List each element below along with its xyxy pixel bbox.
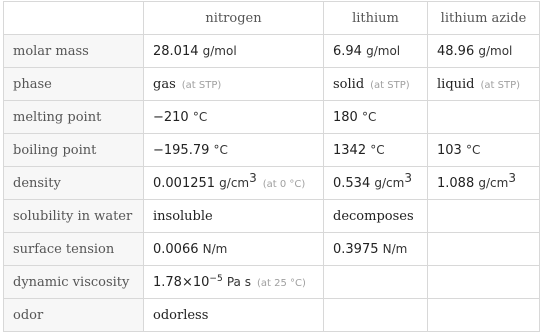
- table-row: [4, 101, 540, 134]
- table-row: [4, 233, 540, 266]
- table-row: [4, 68, 540, 101]
- row-label-melting-point: melting point: [4, 101, 144, 134]
- cell-lithium-density: 0.534 $g/cm^3$: [324, 167, 428, 200]
- cell-nitrogen-solubility: insoluble: [144, 200, 324, 233]
- cell-nitrogen-boiling-point: −195.79 °C: [144, 134, 324, 167]
- row-label-surface-tension: surface tension: [4, 233, 144, 266]
- table-row: [4, 134, 540, 167]
- table-row: [4, 266, 540, 299]
- row-label-boiling-point: boiling point: [4, 134, 144, 167]
- row-label-dynamic-viscosity: dynamic viscosity: [4, 266, 144, 299]
- cell-lithium-azide-solubility: [428, 200, 540, 233]
- table-row: [4, 35, 540, 68]
- cell-lithium-azide-boiling-point: 103 °C: [428, 134, 540, 167]
- row-label-solubility: solubility in water: [4, 200, 144, 233]
- cell-nitrogen-odor: odorless: [144, 299, 324, 332]
- cell-lithium-azide-density: 1.088 $g/cm^3$: [428, 167, 540, 200]
- table-row: [4, 167, 540, 200]
- cell-lithium-molar-mass: 6.94 g/mol: [324, 35, 428, 68]
- cell-lithium-azide-phase: liquid (at STP): [428, 68, 540, 101]
- corner-cell: [4, 2, 144, 35]
- properties-table-container: [3, 1, 540, 332]
- properties-table: [3, 1, 540, 332]
- table-row: [4, 200, 540, 233]
- header-row: [4, 2, 540, 35]
- cell-lithium-azide-surface-tension: [428, 233, 540, 266]
- cell-lithium-azide-odor: [428, 299, 540, 332]
- row-label-molar-mass: molar mass: [4, 35, 144, 68]
- row-label-phase: phase: [4, 68, 144, 101]
- column-header-lithium-azide: lithium azide: [428, 2, 540, 35]
- cell-nitrogen-dynamic-viscosity: $1.78\times 10^{-5}$ Pa s (at 25 °C): [144, 266, 324, 299]
- cell-lithium-solubility: decomposes: [324, 200, 428, 233]
- table-row: [4, 299, 540, 332]
- cell-nitrogen-molar-mass: 28.014 g/mol: [144, 35, 324, 68]
- cell-lithium-melting-point: 180 °C: [324, 101, 428, 134]
- cell-lithium-dynamic-viscosity: [324, 266, 428, 299]
- cell-lithium-azide-molar-mass: 48.96 g/mol: [428, 35, 540, 68]
- column-header-lithium: lithium: [324, 2, 428, 35]
- cell-lithium-azide-melting-point: [428, 101, 540, 134]
- cell-nitrogen-surface-tension: 0.0066 N/m: [144, 233, 324, 266]
- cell-lithium-azide-dynamic-viscosity: [428, 266, 540, 299]
- cell-lithium-surface-tension: 0.3975 N/m: [324, 233, 428, 266]
- row-label-density: density: [4, 167, 144, 200]
- cell-nitrogen-density: 0.001251 $g/cm^3$ (at 0 °C): [144, 167, 324, 200]
- cell-lithium-boiling-point: 1342 °C: [324, 134, 428, 167]
- cell-lithium-phase: solid (at STP): [324, 68, 428, 101]
- row-label-odor: odor: [4, 299, 144, 332]
- column-header-nitrogen: nitrogen: [144, 2, 324, 35]
- cell-nitrogen-melting-point: −210 °C: [144, 101, 324, 134]
- cell-nitrogen-phase: gas (at STP): [144, 68, 324, 101]
- cell-lithium-odor: [324, 299, 428, 332]
